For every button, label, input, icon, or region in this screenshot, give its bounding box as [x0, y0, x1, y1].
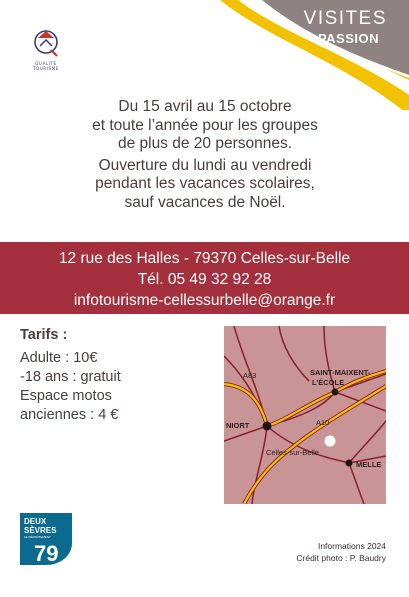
- deux-sevres-logo: [20, 513, 72, 565]
- map-label-celles: Celles-sur-Belle: [266, 448, 319, 457]
- town-marker-niort: [263, 422, 272, 431]
- map-label-saint-maixent-2: L’ÉCOLE: [312, 378, 345, 387]
- intro-line: Ouverture du lundi au vendredi: [98, 156, 312, 174]
- dept-logo-line2: SÈVRES: [24, 526, 57, 535]
- tarifs-title: Tarifs :: [20, 327, 68, 343]
- map-label-saint-maixent-1: SAINT-MAIXENT-: [310, 368, 371, 377]
- deux-sevres-logo-shape: [20, 513, 72, 565]
- contact-band: [0, 242, 409, 314]
- contact-phone[interactable]: Tél. 05 49 32 92 28: [137, 271, 272, 288]
- header-title: VISITES: [303, 8, 387, 29]
- tarifs-section: [20, 326, 190, 425]
- intro-line: de plus de 20 personnes.: [117, 135, 293, 152]
- map-label-niort: NIORT: [226, 421, 250, 430]
- intro-line: pendant les vacances scolaires,: [95, 175, 315, 192]
- map-label-a83: A83: [243, 371, 257, 380]
- road: [279, 326, 309, 381]
- info-year: Informations 2024: [317, 541, 386, 551]
- tarif-adult: Adulte : 10€: [20, 350, 98, 366]
- photo-credit: Crédit photo : P. Baudry: [296, 553, 386, 563]
- dept-logo-line3: LE DÉPARTEMENT: [24, 535, 51, 539]
- town-marker-celles: [325, 436, 336, 447]
- intro-line: Du 15 avril au 15 octobre: [118, 98, 292, 115]
- intro-line: sauf vacances de Noël.: [124, 193, 286, 211]
- town-marker-saint-maixent: [332, 389, 339, 396]
- map-roads: [224, 326, 386, 504]
- qualite-tourisme-logo: [24, 25, 68, 69]
- opening-info: [40, 98, 370, 212]
- tarif-moto-line1: Espace motos: [20, 388, 112, 404]
- town-marker-melle: [346, 460, 353, 467]
- header-subtitle: PASSION: [317, 31, 379, 46]
- contact-address: 12 rue des Halles - 79370 Celles-sur-Belle: [58, 250, 351, 267]
- map-label-a10: A10: [316, 418, 330, 427]
- tarif-under18: -18 ans : gratuit: [20, 369, 121, 385]
- qualite-tourisme-icon: [24, 25, 68, 61]
- dept-logo-line1: DEUX: [24, 517, 47, 526]
- credits: [296, 540, 386, 564]
- road: [252, 426, 267, 504]
- map-label-melle: MELLE: [356, 460, 382, 469]
- tarif-moto-line2: anciennes : 4 €: [20, 407, 119, 423]
- road: [349, 463, 364, 504]
- location-map: [224, 326, 386, 504]
- contact-email[interactable]: infotourisme-cellessurbelle@orange.fr: [73, 292, 336, 309]
- qualite-tourisme-label: QUALITÉ TOURISME: [33, 61, 59, 71]
- intro-line: et toute l’année pour les groupes: [92, 116, 318, 134]
- dept-logo-number: 79: [34, 541, 59, 565]
